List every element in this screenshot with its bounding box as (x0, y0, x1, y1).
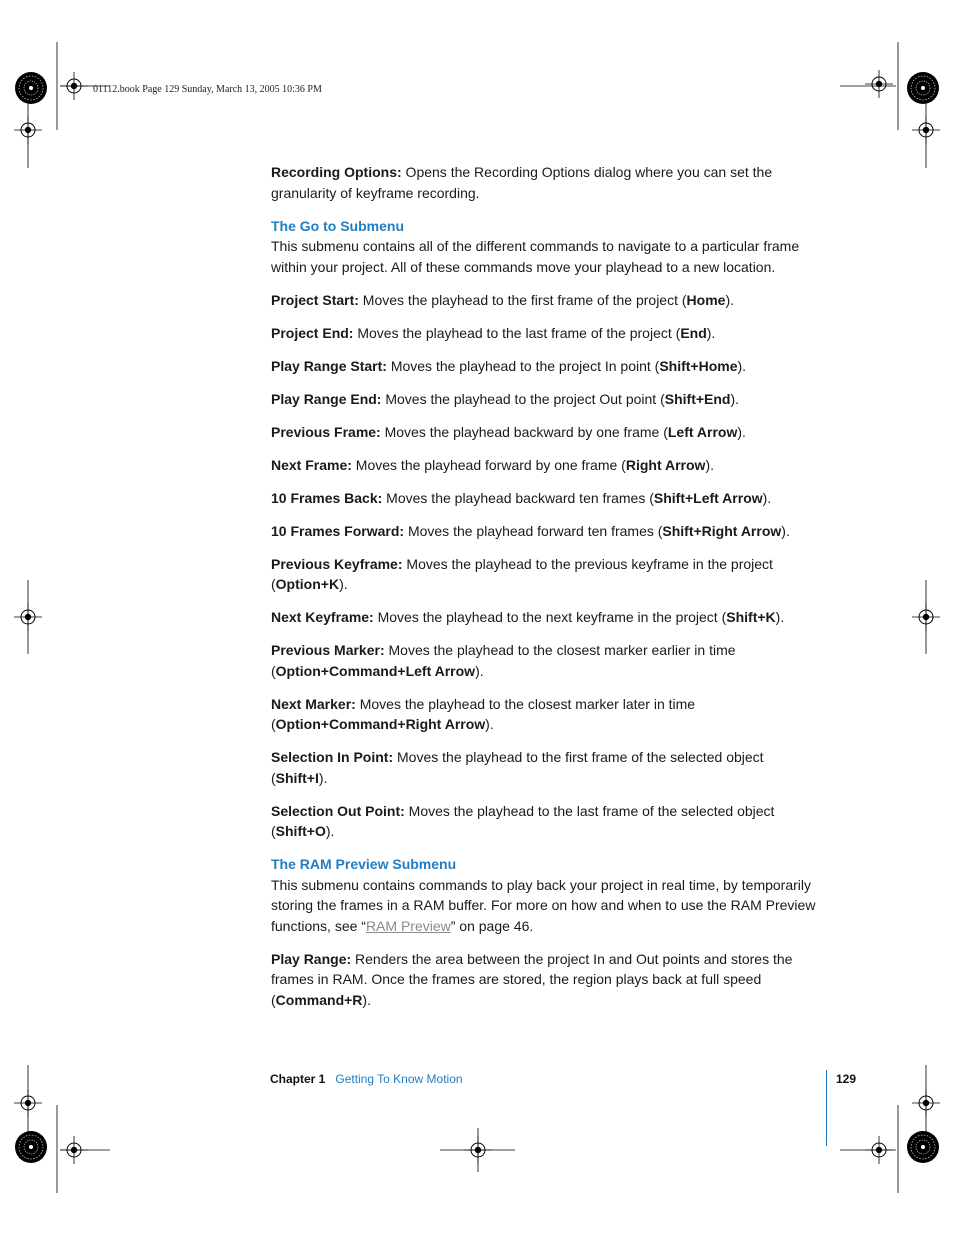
shortcut-key: Right Arrow (625, 456, 706, 473)
entry-term: 10 Frames Forward: (271, 522, 405, 539)
entry-term: Previous Keyframe: (271, 555, 403, 572)
entry-close: ). (475, 662, 484, 679)
entry-close: ). (318, 769, 328, 786)
shortcut-key: Command+R (275, 991, 363, 1008)
command-entry (271, 422, 823, 443)
entry-close: ). (325, 823, 335, 839)
command-entry (271, 747, 823, 788)
chapter-label: Chapter 1 (270, 1072, 326, 1086)
command-entry (271, 694, 823, 735)
entry-term: Previous Frame: (271, 423, 381, 440)
shortcut-key: Home (686, 291, 726, 308)
command-entry (271, 521, 823, 542)
entry-text: Moves the playhead to the project Out point ( (381, 390, 665, 407)
entry-term: Project Start: (271, 291, 359, 308)
footer-divider (826, 1070, 827, 1146)
shortcut-key: Shift+End (664, 390, 731, 407)
entry-close: ). (762, 489, 772, 506)
entry-close: ). (725, 291, 734, 308)
entry-term: Project End: (271, 324, 354, 341)
entry-term: Next Marker: (271, 695, 356, 712)
shortcut-key: Option+K (275, 576, 340, 592)
page-number: 129 (836, 1072, 857, 1086)
command-entry (271, 554, 823, 595)
shortcut-key: Shift+Home (659, 357, 738, 374)
shortcut-key: Option+Command+Right Arrow (275, 716, 486, 732)
command-entry (271, 640, 823, 681)
section-heading-ram-preview: The RAM Preview Submenu (271, 856, 457, 872)
description-text-after: ” on page 46. (450, 917, 534, 934)
ram-preview-link[interactable]: RAM Preview (365, 917, 451, 934)
entry-text: Moves the playhead to the project In point ( (386, 357, 660, 374)
entry-text: Moves the playhead forward ten frames ( (404, 522, 663, 539)
entry-text: Moves the playhead to the closest marker earlier in time ( (271, 642, 736, 679)
entry-term: Next Frame: (271, 456, 352, 473)
entry-text: Opens the Recording Options dialog where you can set the granularity of keyframe recording. (271, 164, 773, 201)
section-description-ram-preview (271, 875, 823, 937)
command-entry (271, 488, 823, 509)
shortcut-key: Shift+Right Arrow (662, 522, 782, 539)
recording-options-entry (271, 162, 823, 203)
page-body (271, 162, 823, 1023)
command-entry (271, 356, 823, 377)
entry-text: Moves the playhead to the last frame of the project ( (353, 324, 681, 341)
command-entry (271, 290, 823, 311)
entry-close: ). (485, 716, 494, 732)
command-entry (271, 323, 823, 344)
shortcut-key: Left Arrow (667, 423, 738, 440)
command-entry (271, 949, 823, 1011)
command-entry (271, 389, 823, 410)
entry-text: Moves the playhead to the first frame of the project ( (358, 291, 687, 308)
section-description-goto: This submenu contains all of the different commands to navigate to a particular frame within your project. All of these commands move your playhead to a new location. (271, 238, 800, 275)
entry-text: Moves the playhead backward ten frames ( (382, 489, 654, 506)
entry-close: ). (706, 324, 716, 341)
description-text: This submenu contains commands to play back your project in real time, by temporarily storing the frames in a RAM buffer. For more on how and when to use the RAM Preview functions, see “ (271, 876, 816, 934)
entry-close: ). (775, 609, 785, 625)
command-entry (271, 455, 823, 476)
entry-close: ). (339, 576, 348, 592)
shortcut-key: Option+Command+Left Arrow (275, 662, 476, 679)
shortcut-key: Shift+O (275, 823, 326, 839)
chapter-title: Getting To Know Motion (335, 1072, 463, 1086)
printer-slug: 01112.book Page 129 Sunday, March 13, 2005 10:36 PM (93, 84, 322, 95)
entry-text: Moves the playhead to the first frame of the selected object ( (271, 749, 764, 786)
shortcut-key: End (680, 324, 707, 341)
entry-close: ). (730, 390, 740, 407)
command-entry (271, 607, 823, 628)
entry-close: ). (737, 357, 747, 374)
entry-text: Renders the area between the project In and Out points and stores the frames in RAM. Once the frames are stored, the region plays back at full speed ( (271, 950, 793, 1008)
entry-close: ). (781, 522, 790, 539)
entry-text: Moves the playhead forward by one frame ( (351, 456, 626, 473)
entry-close: ). (705, 456, 714, 473)
footer-chapter (270, 1072, 463, 1086)
entry-term: Play Range Start: (271, 357, 387, 374)
entry-term: Selection In Point: (271, 749, 394, 765)
section-heading-goto: The Go to Submenu (271, 217, 404, 234)
entry-term: Next Keyframe: (271, 609, 374, 625)
entry-term: Play Range End: (271, 390, 382, 407)
entry-term: Selection Out Point: (271, 802, 405, 819)
entry-term: Previous Marker: (271, 642, 385, 658)
entry-term: Recording Options: (271, 164, 402, 180)
entry-text: Moves the playhead to the closest marker later in time ( (271, 695, 696, 732)
shortcut-key: Shift+I (275, 769, 319, 786)
shortcut-key: Shift+Left Arrow (653, 489, 763, 506)
entry-text: Moves the playhead to the last frame of the selected object ( (271, 802, 775, 839)
entry-close: ). (362, 991, 371, 1008)
entry-text: Moves the playhead to the next keyframe in the project ( (373, 609, 727, 625)
entry-text: Moves the playhead backward by one frame ( (380, 423, 668, 440)
entry-term: Play Range: (271, 950, 352, 967)
entry-close: ). (737, 423, 746, 440)
entry-text: Moves the playhead to the previous keyframe in the project ( (271, 555, 773, 592)
command-entry (271, 801, 823, 842)
entry-term: 10 Frames Back: (271, 489, 383, 506)
shortcut-key: Shift+K (726, 609, 776, 625)
